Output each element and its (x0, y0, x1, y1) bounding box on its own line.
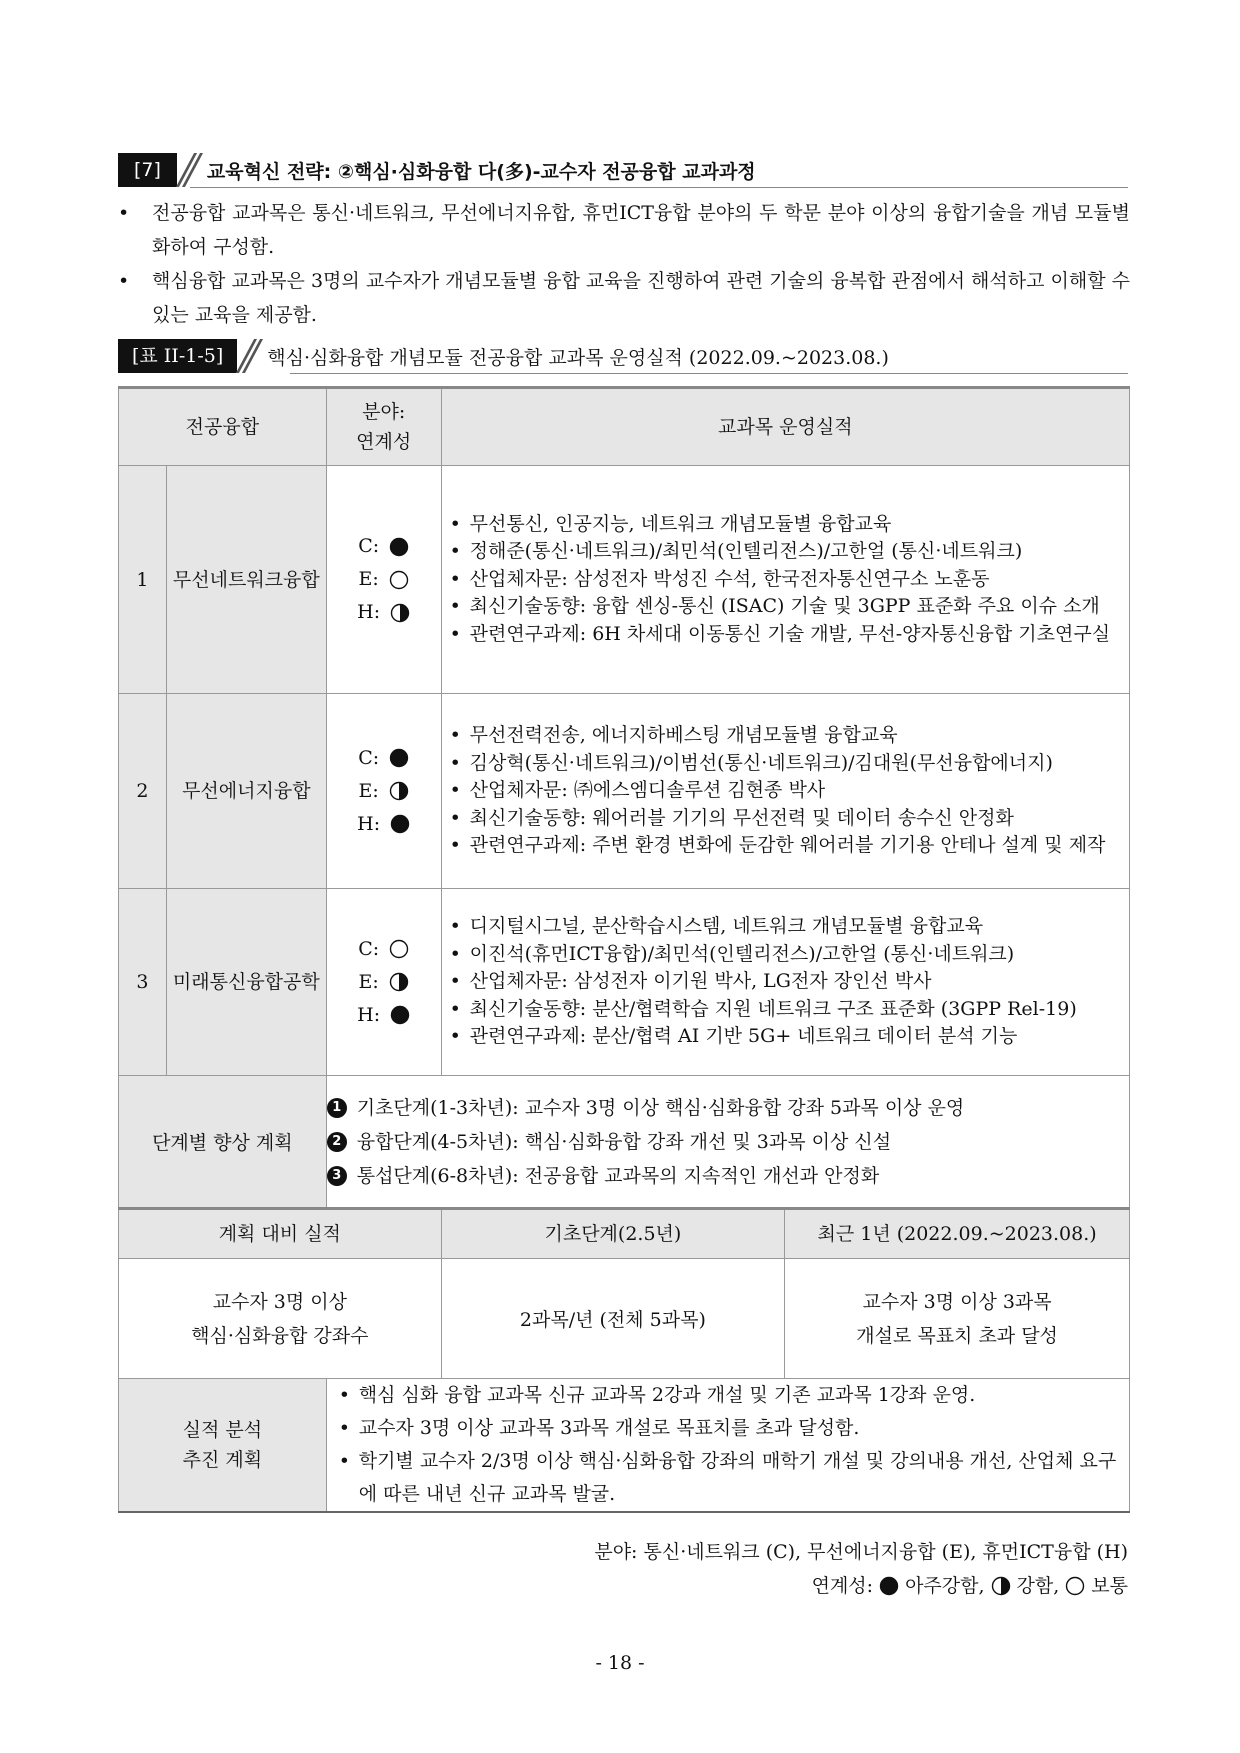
list-item: • 학기별 교수자 2/3명 이상 핵심·심화융합 강좌의 매학기 개설 및 강의내용 개선, 산업체 요구에 따른 내년 신규 교과목 발굴. (337, 1445, 1121, 1511)
bullet-paragraph: • 핵심융합 교과목은 3명의 교수자가 개념모듈별 융합 교육을 진행하여 관련 기술의 융복합 관점에서 해석하고 이해할 수 있는 교육을 제공함. (118, 264, 1130, 332)
full-circle-icon (389, 537, 409, 557)
list-item: • 산업체자문: ㈜에스엠디솔루션 김현종 박사 (448, 777, 1125, 805)
table-legend (594, 1535, 1128, 1603)
list-item: • 무선전력전송, 에너지하베스팅 개념모듈별 융합교육 (448, 722, 1125, 750)
course-name: 미래통신융합공학 (166, 889, 326, 1076)
performance-cell (441, 466, 1129, 694)
course-name: 무선네트워크융합 (166, 466, 326, 694)
plan-step: 3 통섭단계(6-8차년): 전공융합 교과목의 지속적인 개선과 안정화 (327, 1159, 1129, 1193)
header-performance: 교과목 운영실적 (441, 388, 1129, 466)
page-number: - 18 - (595, 1652, 645, 1674)
legend-relevance: 연계성: 아주강함, 강함, 보통 (811, 1575, 1128, 1597)
full-circle-icon (390, 814, 410, 834)
list-item: • 최신기술동향: 융합 센싱-통신 (ISAC) 기술 및 3GPP 표준화 주요 이슈 소개 (448, 593, 1125, 621)
step-number-icon: 1 (327, 1098, 347, 1118)
full-circle-icon (390, 1005, 410, 1025)
list-item: • 최신기술동향: 분산/협력학습 지원 네트워크 구조 표준화 (3GPP Rel-19) (448, 996, 1125, 1024)
header-base-stage: 기초단계(2.5년) (441, 1209, 785, 1259)
performance-cell (441, 694, 1129, 889)
relevance-cell: C: E: H: (326, 889, 441, 1076)
table-header-row (119, 388, 1130, 466)
table-row (119, 466, 1130, 694)
plan-row (119, 1076, 1130, 1209)
plan-steps (326, 1076, 1129, 1209)
header-plan-vs-performance: 계획 대비 실적 (119, 1209, 442, 1259)
analysis-label: 실적 분석 추진 계획 (119, 1379, 327, 1513)
performance-header-row (119, 1209, 1130, 1259)
list-item: • 관련연구과제: 분산/협력 AI 기반 5G+ 네트워크 데이터 분석 기능 (448, 1023, 1125, 1051)
relevance-cell: C: E: H: (326, 694, 441, 889)
list-item: • 핵심 심화 융합 교과목 신규 교과목 2강과 개설 및 기존 교과목 1강좌 운영. (337, 1379, 1121, 1412)
half-circle-icon (389, 972, 409, 992)
plan-label: 단계별 향상 계획 (119, 1076, 327, 1209)
course-name: 무선에너지융합 (166, 694, 326, 889)
base-stage-value: 2과목/년 (전체 5과목) (441, 1259, 785, 1379)
row-number: 2 (119, 694, 167, 889)
recent-year-value: 교수자 3명 이상 3과목 개설로 목표치 초과 달성 (785, 1259, 1130, 1379)
analysis-row (119, 1379, 1130, 1513)
caption-divider-icon (237, 339, 263, 373)
performance-metric: 교수자 3명 이상 핵심·심화융합 강좌수 (119, 1259, 442, 1379)
plan-step: 2 융합단계(4-5차년): 핵심·심화융합 강좌 개선 및 3과목 이상 신설 (327, 1125, 1129, 1159)
half-circle-icon (390, 603, 410, 623)
performance-data-row (119, 1259, 1130, 1379)
row-number: 1 (119, 466, 167, 694)
step-number-icon: 2 (327, 1132, 347, 1152)
caption-underline (290, 373, 1128, 374)
list-item: • 이진석(휴먼ICT융합)/최민석(인텔리전스)/고한얼 (통신·네트워크) (448, 941, 1125, 969)
list-item: • 최신기술동향: 웨어러블 기기의 무선전력 및 데이터 송수신 안정화 (448, 805, 1125, 833)
list-item: • 관련연구과제: 6H 차세대 이동통신 기술 개발, 무선-양자통신융합 기초연구실 (448, 621, 1125, 649)
half-circle-icon (991, 1576, 1011, 1596)
table-number: [표 II-1-5] (118, 339, 237, 373)
table-caption (118, 338, 1128, 374)
bullet-icon: • (118, 270, 130, 292)
course-performance-table (118, 386, 1130, 1513)
section-number: [7] (118, 153, 177, 187)
list-item: • 관련연구과제: 주변 환경 변화에 둔감한 웨어러블 기기용 안테나 설계 및 제작 (448, 832, 1125, 860)
half-circle-icon (389, 781, 409, 801)
header-recent-year: 최근 1년 (2022.09.~2023.08.) (785, 1209, 1130, 1259)
legend-fields: 분야: 통신·네트워크 (C), 무선에너지융합 (E), 휴먼ICT융합 (H) (594, 1541, 1128, 1563)
section-underline (190, 187, 1128, 188)
empty-circle-icon (1065, 1576, 1085, 1596)
table-row (119, 889, 1130, 1076)
list-item: • 산업체자문: 삼성전자 이기원 박사, LG전자 장인선 박사 (448, 968, 1125, 996)
section-title: 교육혁신 전략: ②핵심·심화융합 다(多)-교수자 전공융합 교과과정 (206, 160, 756, 183)
header-major: 전공융합 (119, 388, 327, 466)
step-number-icon: 3 (327, 1166, 347, 1186)
list-item: • 정해준(통신·네트워크)/최민석(인텔리전스)/고한얼 (통신·네트워크) (448, 538, 1125, 566)
relevance-cell: C: E: H: (326, 466, 441, 694)
list-item: • 무선통신, 인공지능, 네트워크 개념모듈별 융합교육 (448, 511, 1125, 539)
performance-cell (441, 889, 1129, 1076)
list-item: • 교수자 3명 이상 교과목 3과목 개설로 목표치를 초과 달성함. (337, 1412, 1121, 1445)
analysis-cell (326, 1379, 1129, 1513)
full-circle-icon (879, 1576, 899, 1596)
table-title: 핵심·심화융합 개념모듈 전공융합 교과목 운영실적 (2022.09.~2023.08.) (267, 346, 889, 369)
empty-circle-icon (389, 570, 409, 590)
list-item: • 김상혁(통신·네트워크)/이범선(통신·네트워크)/김대원(무선융합에너지) (448, 750, 1125, 778)
full-circle-icon (389, 748, 409, 768)
bullet-paragraph: • 전공융합 교과목은 통신·네트워크, 무선에너지유합, 휴먼ICT융합 분야의 두 학문 분야 이상의 융합기술을 개념 모듈별화하여 구성함. (118, 196, 1130, 264)
section-header (118, 152, 1128, 188)
list-item: • 디지털시그널, 분산학습시스템, 네트워크 개념모듈별 융합교육 (448, 913, 1125, 941)
bullet-icon: • (118, 202, 130, 224)
header-divider-icon (177, 153, 203, 187)
table-row (119, 694, 1130, 889)
list-item: • 산업체자문: 삼성전자 박성진 수석, 한국전자통신연구소 노훈동 (448, 566, 1125, 594)
row-number: 3 (119, 889, 167, 1076)
header-field-relevance: 분야: 연계성 (326, 388, 441, 466)
plan-step: 1 기초단계(1-3차년): 교수자 3명 이상 핵심·심화융합 강좌 5과목 이상 운영 (327, 1091, 1129, 1125)
empty-circle-icon (389, 939, 409, 959)
